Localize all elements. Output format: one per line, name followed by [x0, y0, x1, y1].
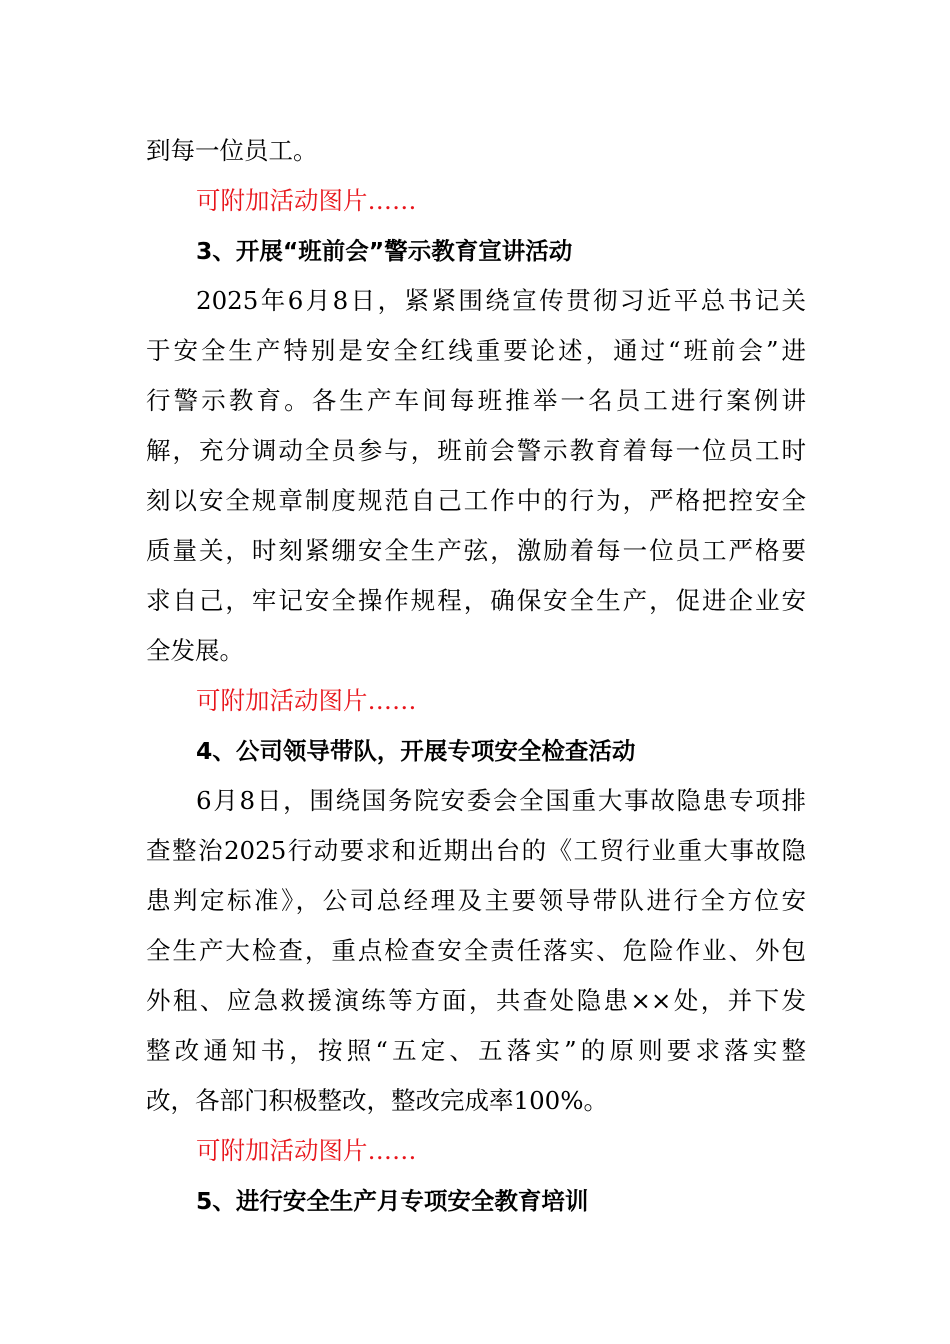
body-text-line: 到每一位员工。	[146, 136, 318, 165]
document-page	[146, 126, 806, 1226]
image-placeholder-note: 可附加活动图片……	[196, 186, 417, 215]
body-text-line: 2025年6月8日，紧紧围绕宣传贯彻习近平总书记关	[196, 286, 806, 315]
body-text-line: 查整治2025行动要求和近期出台的《工贸行业重大事故隐	[146, 836, 806, 865]
body-text-line: 改，各部门积极整改，整改完成率100%。	[146, 1086, 609, 1115]
body-text-line: 6月8日，围绕国务院安委会全国重大事故隐患专项排	[196, 786, 806, 815]
body-text-line: 全发展。	[146, 636, 244, 665]
body-text-line: 刻以安全规章制度规范自己工作中的行为，严格把控安全	[146, 486, 806, 515]
body-text-line: 求自己，牢记安全操作规程，确保安全生产，促进企业安	[146, 586, 806, 615]
section-heading: 3、开展“班前会”警示教育宣讲活动	[196, 237, 573, 265]
body-text-line: 于安全生产特别是安全红线重要论述，通过“班前会”进	[146, 336, 806, 365]
image-placeholder-note: 可附加活动图片……	[196, 686, 417, 715]
body-text-line: 全生产大检查，重点检查安全责任落实、危险作业、外包	[146, 936, 806, 965]
body-text-line: 外租、应急救援演练等方面，共查处隐患××处，并下发	[146, 986, 806, 1015]
body-text-line: 行警示教育。各生产车间每班推举一名员工进行案例讲	[146, 386, 806, 415]
body-text-line: 整改通知书，按照“五定、五落实”的原则要求落实整	[146, 1036, 806, 1065]
body-text-line: 患判定标准》，公司总经理及主要领导带队进行全方位安	[146, 886, 806, 915]
section-heading: 5、进行安全生产月专项安全教育培训	[196, 1187, 589, 1215]
body-text-line: 解，充分调动全员参与，班前会警示教育着每一位员工时	[146, 436, 806, 465]
body-text-line: 质量关，时刻紧绷安全生产弦，激励着每一位员工严格要	[146, 536, 806, 565]
image-placeholder-note: 可附加活动图片……	[196, 1136, 417, 1165]
section-heading: 4、公司领导带队，开展专项安全检查活动	[196, 737, 636, 765]
